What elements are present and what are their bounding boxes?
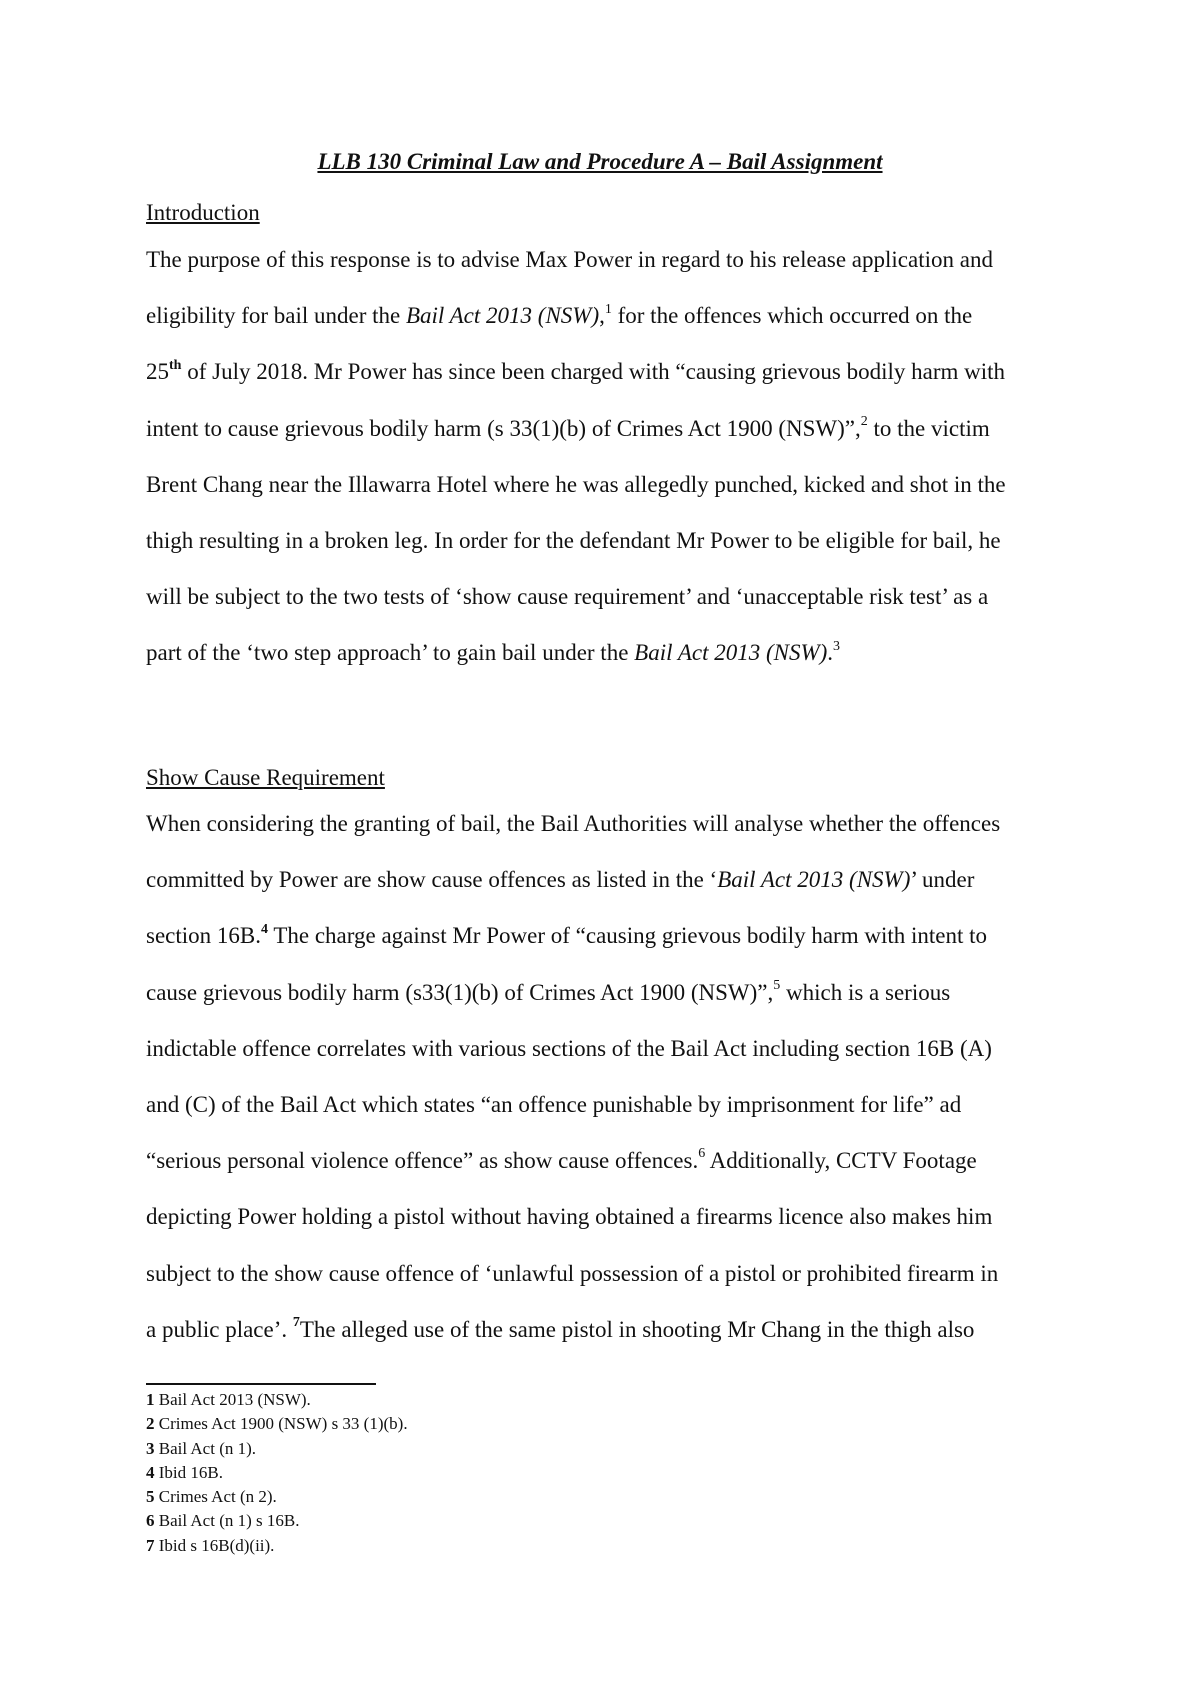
- text-line: [146, 344, 1066, 400]
- show-cause-paragraph: [146, 796, 1066, 1358]
- text-run: will be subject to the two tests of ‘show cause requirement’ and ‘unacceptable risk test’ as a: [146, 584, 989, 610]
- text-run: for the offences which occurred on the: [611, 303, 973, 329]
- footnote-item: [146, 1509, 408, 1533]
- footnote-number: 1: [146, 1390, 155, 1409]
- footnote-item: [146, 1461, 408, 1485]
- text-run: to the victim: [867, 415, 990, 441]
- text-run: Brent Chang near the Illawarra Hotel where he was allegedly punched, kicked and shot in the: [146, 471, 1006, 497]
- text-run: .: [827, 640, 834, 666]
- footnote-item: [146, 1534, 408, 1558]
- text-run: eligibility for bail under the: [146, 303, 406, 329]
- text-line: [146, 1246, 1066, 1302]
- footnote-text: Ibid s 16B(d)(ii).: [154, 1535, 275, 1555]
- text-run: cause grievous bodily harm (s33(1)(b) of Crimes Act 1900 (NSW)”,: [146, 979, 774, 1005]
- footnote-text: Bail Act 2013 (NSW).: [154, 1390, 311, 1409]
- text-run: depicting Power holding a pistol without having obtained a firearms licence also makes him: [146, 1204, 993, 1230]
- footnote-text: Crimes Act (n 2).: [154, 1487, 277, 1507]
- text-run: which is a serious: [780, 979, 951, 1005]
- footnote-text: Crimes Act 1900 (NSW) s 33 (1)(b).: [154, 1414, 408, 1434]
- text-line: [146, 1302, 1066, 1358]
- text-run: section 16B.: [146, 923, 261, 949]
- footnote-number: 4: [146, 1462, 155, 1482]
- footnote-item: [146, 1388, 408, 1412]
- text-line: [146, 965, 1066, 1021]
- text-line: [146, 232, 1066, 288]
- text-run: ,: [599, 303, 605, 329]
- text-run: of July 2018. Mr Power has since been charged with “causing grievous bodily harm with: [181, 359, 1006, 385]
- footnote-reference: th: [169, 357, 182, 373]
- italic-text: Bail Act 2013 (NSW): [405, 303, 600, 329]
- footnote-reference: 5: [773, 977, 781, 993]
- italic-text: Bail Act 2013 (NSW): [634, 640, 828, 666]
- footnote-reference: 3: [833, 638, 841, 654]
- text-line: [146, 1189, 1066, 1245]
- text-run: indictable offence correlates with various sections of the Bail Act including section 16B (A): [146, 1035, 992, 1061]
- text-line: [146, 513, 1066, 569]
- text-run: subject to the show cause offence of ‘unlawful possession of a pistol or prohibited firearm in: [146, 1260, 999, 1286]
- text-run: a public place’.: [146, 1316, 293, 1342]
- text-run: 25: [146, 359, 169, 385]
- text-line: [146, 1021, 1066, 1077]
- introduction-paragraph: [146, 232, 1066, 682]
- text-run: thigh resulting in a broken leg. In order for the defendant Mr Power to be eligible for bail, he: [146, 527, 1001, 553]
- text-line: [146, 908, 1066, 964]
- footnote-reference: 7: [292, 1315, 300, 1331]
- text-run: intent to cause grievous bodily harm (s 33(1)(b) of Crimes Act 1900 (NSW)”,: [146, 415, 861, 441]
- text-run: and (C) of the Bail Act which states “an offence punishable by imprisonment for life” ad: [146, 1091, 962, 1117]
- text-run: part of the ‘two step approach’ to gain bail under the: [146, 640, 635, 666]
- text-run: The purpose of this response is to advise Max Power in regard to his release application and: [146, 247, 993, 272]
- footnote-number: 6: [146, 1511, 155, 1531]
- text-line: [146, 625, 1066, 681]
- footnote-number: 7: [146, 1535, 155, 1555]
- italic-text: Bail Act 2013 (NSW): [717, 867, 911, 893]
- text-line: [146, 852, 1066, 908]
- text-line: [146, 401, 1066, 457]
- footnotes: [146, 1388, 408, 1558]
- footnote-text: Ibid 16B.: [154, 1462, 223, 1482]
- text-line: [146, 1077, 1066, 1133]
- text-line: [146, 1133, 1066, 1189]
- footnote-number: 3: [146, 1438, 155, 1458]
- footnote-reference: 6: [698, 1146, 706, 1162]
- text-line: [146, 569, 1066, 625]
- text-line: [146, 288, 1066, 344]
- footnote-item: [146, 1437, 408, 1461]
- footnote-text: Bail Act (n 1) s 16B.: [154, 1511, 300, 1531]
- footnote-reference: 4: [261, 921, 268, 937]
- text-run: “serious personal violence offence” as show cause offences.: [146, 1148, 699, 1174]
- text-run: committed by Power are show cause offences as listed in the ‘: [146, 867, 718, 893]
- footnote-reference: 1: [604, 301, 612, 317]
- show-cause-heading: Show Cause Requirement: [146, 765, 385, 790]
- text-line: [146, 796, 1066, 852]
- text-run: ’ under: [910, 867, 975, 893]
- footnote-item: [146, 1485, 408, 1509]
- footnote-number: 5: [146, 1487, 155, 1507]
- text-run: Additionally, CCTV Footage: [705, 1148, 977, 1174]
- footnote-separator: [146, 1383, 376, 1385]
- text-run: The alleged use of the same pistol in shooting Mr Chang in the thigh also: [299, 1316, 975, 1342]
- text-line: [146, 457, 1066, 513]
- document-title: LLB 130 Criminal Law and Procedure A – Bail Assignment: [317, 149, 883, 174]
- text-run: When considering the granting of bail, the Bail Authorities will analyse whether the offences: [146, 811, 1001, 836]
- footnote-reference: 2: [860, 413, 868, 429]
- introduction-heading: Introduction: [146, 200, 260, 225]
- footnote-text: Bail Act (n 1).: [154, 1438, 257, 1458]
- text-run: The charge against Mr Power of “causing grievous bodily harm with intent to: [268, 923, 988, 949]
- footnote-item: [146, 1412, 408, 1436]
- footnote-number: 2: [146, 1414, 155, 1434]
